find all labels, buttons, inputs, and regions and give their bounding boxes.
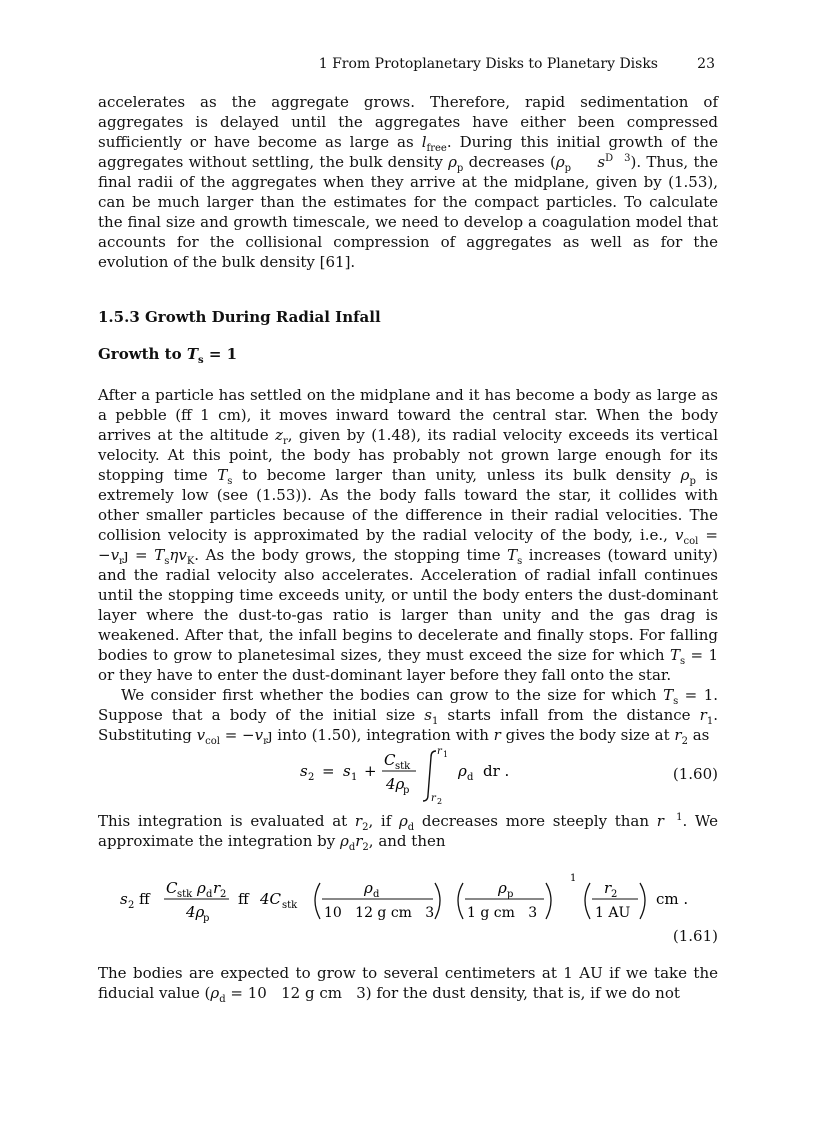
equation-1-60-body	[98, 745, 718, 811]
paragraph-4: This integration is evaluated at $r_2$, if $\rho_d$ decreases more steeply than r $^1$. We approximate the integration by $\rho_dr_2$, and then	[98, 812, 718, 853]
eq161-frac1-num-rho-sub: d	[206, 889, 213, 900]
eq160-equals: =	[322, 762, 335, 780]
eq161-f3-den: 1 g cm 3	[467, 905, 538, 921]
eq161-frac1-num-r-sub: 2	[220, 889, 227, 900]
running-head-title: 1 From Protoplanetary Disks to Planetary Disks	[318, 56, 658, 72]
eq161-coef: 4C	[260, 890, 282, 908]
left-paren-icon	[585, 883, 590, 919]
eq161-ff-1: ff	[139, 890, 150, 908]
right-paren-icon	[546, 883, 551, 919]
eq161-ff-2: ff	[238, 890, 249, 908]
equation-number-1-61: (1.61)	[672, 927, 718, 945]
left-paren-icon	[315, 883, 320, 919]
eq161-unit: cm .	[656, 890, 689, 908]
eq161-frac1-den: 4ρ	[186, 903, 205, 921]
eq160-s1-sub: 1	[351, 772, 358, 783]
equation-1-61	[98, 867, 718, 953]
eq161-frac1-num-rho: ρ	[197, 879, 206, 897]
eq161-f2-num: ρ	[364, 879, 373, 897]
eq161-f4-num: r	[604, 879, 612, 897]
eq160-s1: s	[343, 762, 351, 780]
equation-1-60	[98, 745, 718, 811]
equation-number-1-60: (1.60)	[672, 765, 718, 783]
right-paren-icon	[435, 883, 440, 919]
eq160-int-upper-sub: 1	[443, 750, 449, 759]
right-paren-icon	[640, 883, 645, 919]
eq161-f4-den: 1 AU	[595, 905, 631, 921]
eq161-coef-sub: stk	[282, 900, 298, 911]
eq160-den-sub: p	[403, 785, 410, 796]
eq160-integrand-sub: d	[467, 772, 474, 783]
eq161-f3-exponent: 1	[570, 873, 577, 884]
page-number: 23	[697, 56, 715, 72]
page	[98, 50, 718, 1003]
eq160-num-sub: stk	[395, 761, 411, 772]
eq160-lhs-sub: 2	[308, 772, 315, 783]
equation-1-61-body	[98, 867, 718, 953]
paragraph-3: We consider first whether the bodies can grow to the size for which $T_s = 1$. Suppose that a body of the initial size $s_1$ starts infall from the distance $r_1$. Substituting $v_{col}$ = $-v_rȷ$ into (1.50), integration with r gives the body size at $r_2$ as	[98, 686, 719, 747]
eq160-integrand: ρ	[458, 762, 467, 780]
subsection-heading: Growth to $T_s = 1$	[98, 345, 238, 366]
section-heading: 1.5.3 Growth During Radial Infall	[98, 308, 381, 326]
eq160-num: C	[384, 751, 396, 769]
eq161-frac1-num: C	[166, 879, 178, 897]
eq160-int-lower-sub: 2	[437, 797, 443, 806]
eq161-f4-num-sub: 2	[611, 889, 618, 900]
eq161-f3-num-sub: p	[507, 889, 514, 900]
eq160-lhs: s	[300, 762, 308, 780]
left-paren-icon	[458, 883, 463, 919]
running-head	[98, 50, 718, 72]
eq161-f3-num: ρ	[498, 879, 507, 897]
eq161-f2-num-sub: d	[373, 889, 380, 900]
eq161-frac1-num-r: r	[213, 879, 221, 897]
paragraph-2: After a particle has settled on the midplane and it has become a body as large as a pebble (ff 1 cm), it moves inward toward the central star. When the body arrives at the altitude $z_r$, given by (1.48), its radial velocity exceeds its vertical velocity. At this point, the body has probably not grown large enough for its stopping time $T_s$ to become larger than unity, unless its bulk density $\rho_p$ is extremely low (see (1.53)). As the body falls toward the star, it collides with other smaller particles because of the difference in their radial velocities. The collision velocity is approximated by the radial velocity of the body, i.e., $v_{col}$ = $-v_rȷ = T_s\eta v_K$. As the body grows, the stopping time $T_s$ increases (toward unity) and the radial velocity also accelerates. Acceleration of radial infall continues until the stopping time exceeds unity, or until the body enters the dust-dominant layer where the dust-to-gas ratio is larger than unity and the gas drag is weakened. After that, the infall begins to decelerate and finally stops. For falling bodies to grow to planetesimal sizes, they must exceed the size for which $T_s = 1$ or they have to enter the dust-dominant layer before they fall onto the star.	[98, 386, 719, 684]
eq161-frac1-num-sub: stk	[177, 889, 193, 900]
eq160-int-lower: r	[431, 793, 436, 804]
eq160-plus: +	[364, 762, 377, 780]
eq160-int-upper: r	[437, 746, 442, 757]
eq160-dr: dr .	[483, 762, 510, 780]
eq160-den: 4ρ	[386, 775, 405, 793]
eq161-f2-den: 10 12 g cm 3	[324, 905, 435, 921]
eq161-lhs: s	[120, 890, 128, 908]
eq161-lhs-sub: 2	[128, 900, 135, 911]
eq161-frac1-den-sub: p	[203, 913, 210, 924]
paragraph-1: accelerates as the aggregate grows. Therefore, rapid sedimentation of aggregates is delayed until the aggregates have either been compressed sufficiently or have become as large as $l_{free}$. During this initial growth of the aggregates without settling, the bulk density $\rho_p$ decreases ($\rho_p$ $s^{D 3}$). Thus, the final radii of the aggregates when they arrive at the midplane, given by (1.53), can be much larger than the estimates for the compact particles. To calculate the final size and growth timescale, we need to develop a coagulation model that accounts for the collisional compression of aggregates as well as for the evolution of the bulk density [61].	[98, 93, 719, 271]
paragraph-5: The bodies are expected to grow to several centimeters at 1 AU if we take the fiducial value ($\rho_d = 10$ 12 g cm 3) for the dust density, that is, if we do not	[98, 964, 718, 1005]
